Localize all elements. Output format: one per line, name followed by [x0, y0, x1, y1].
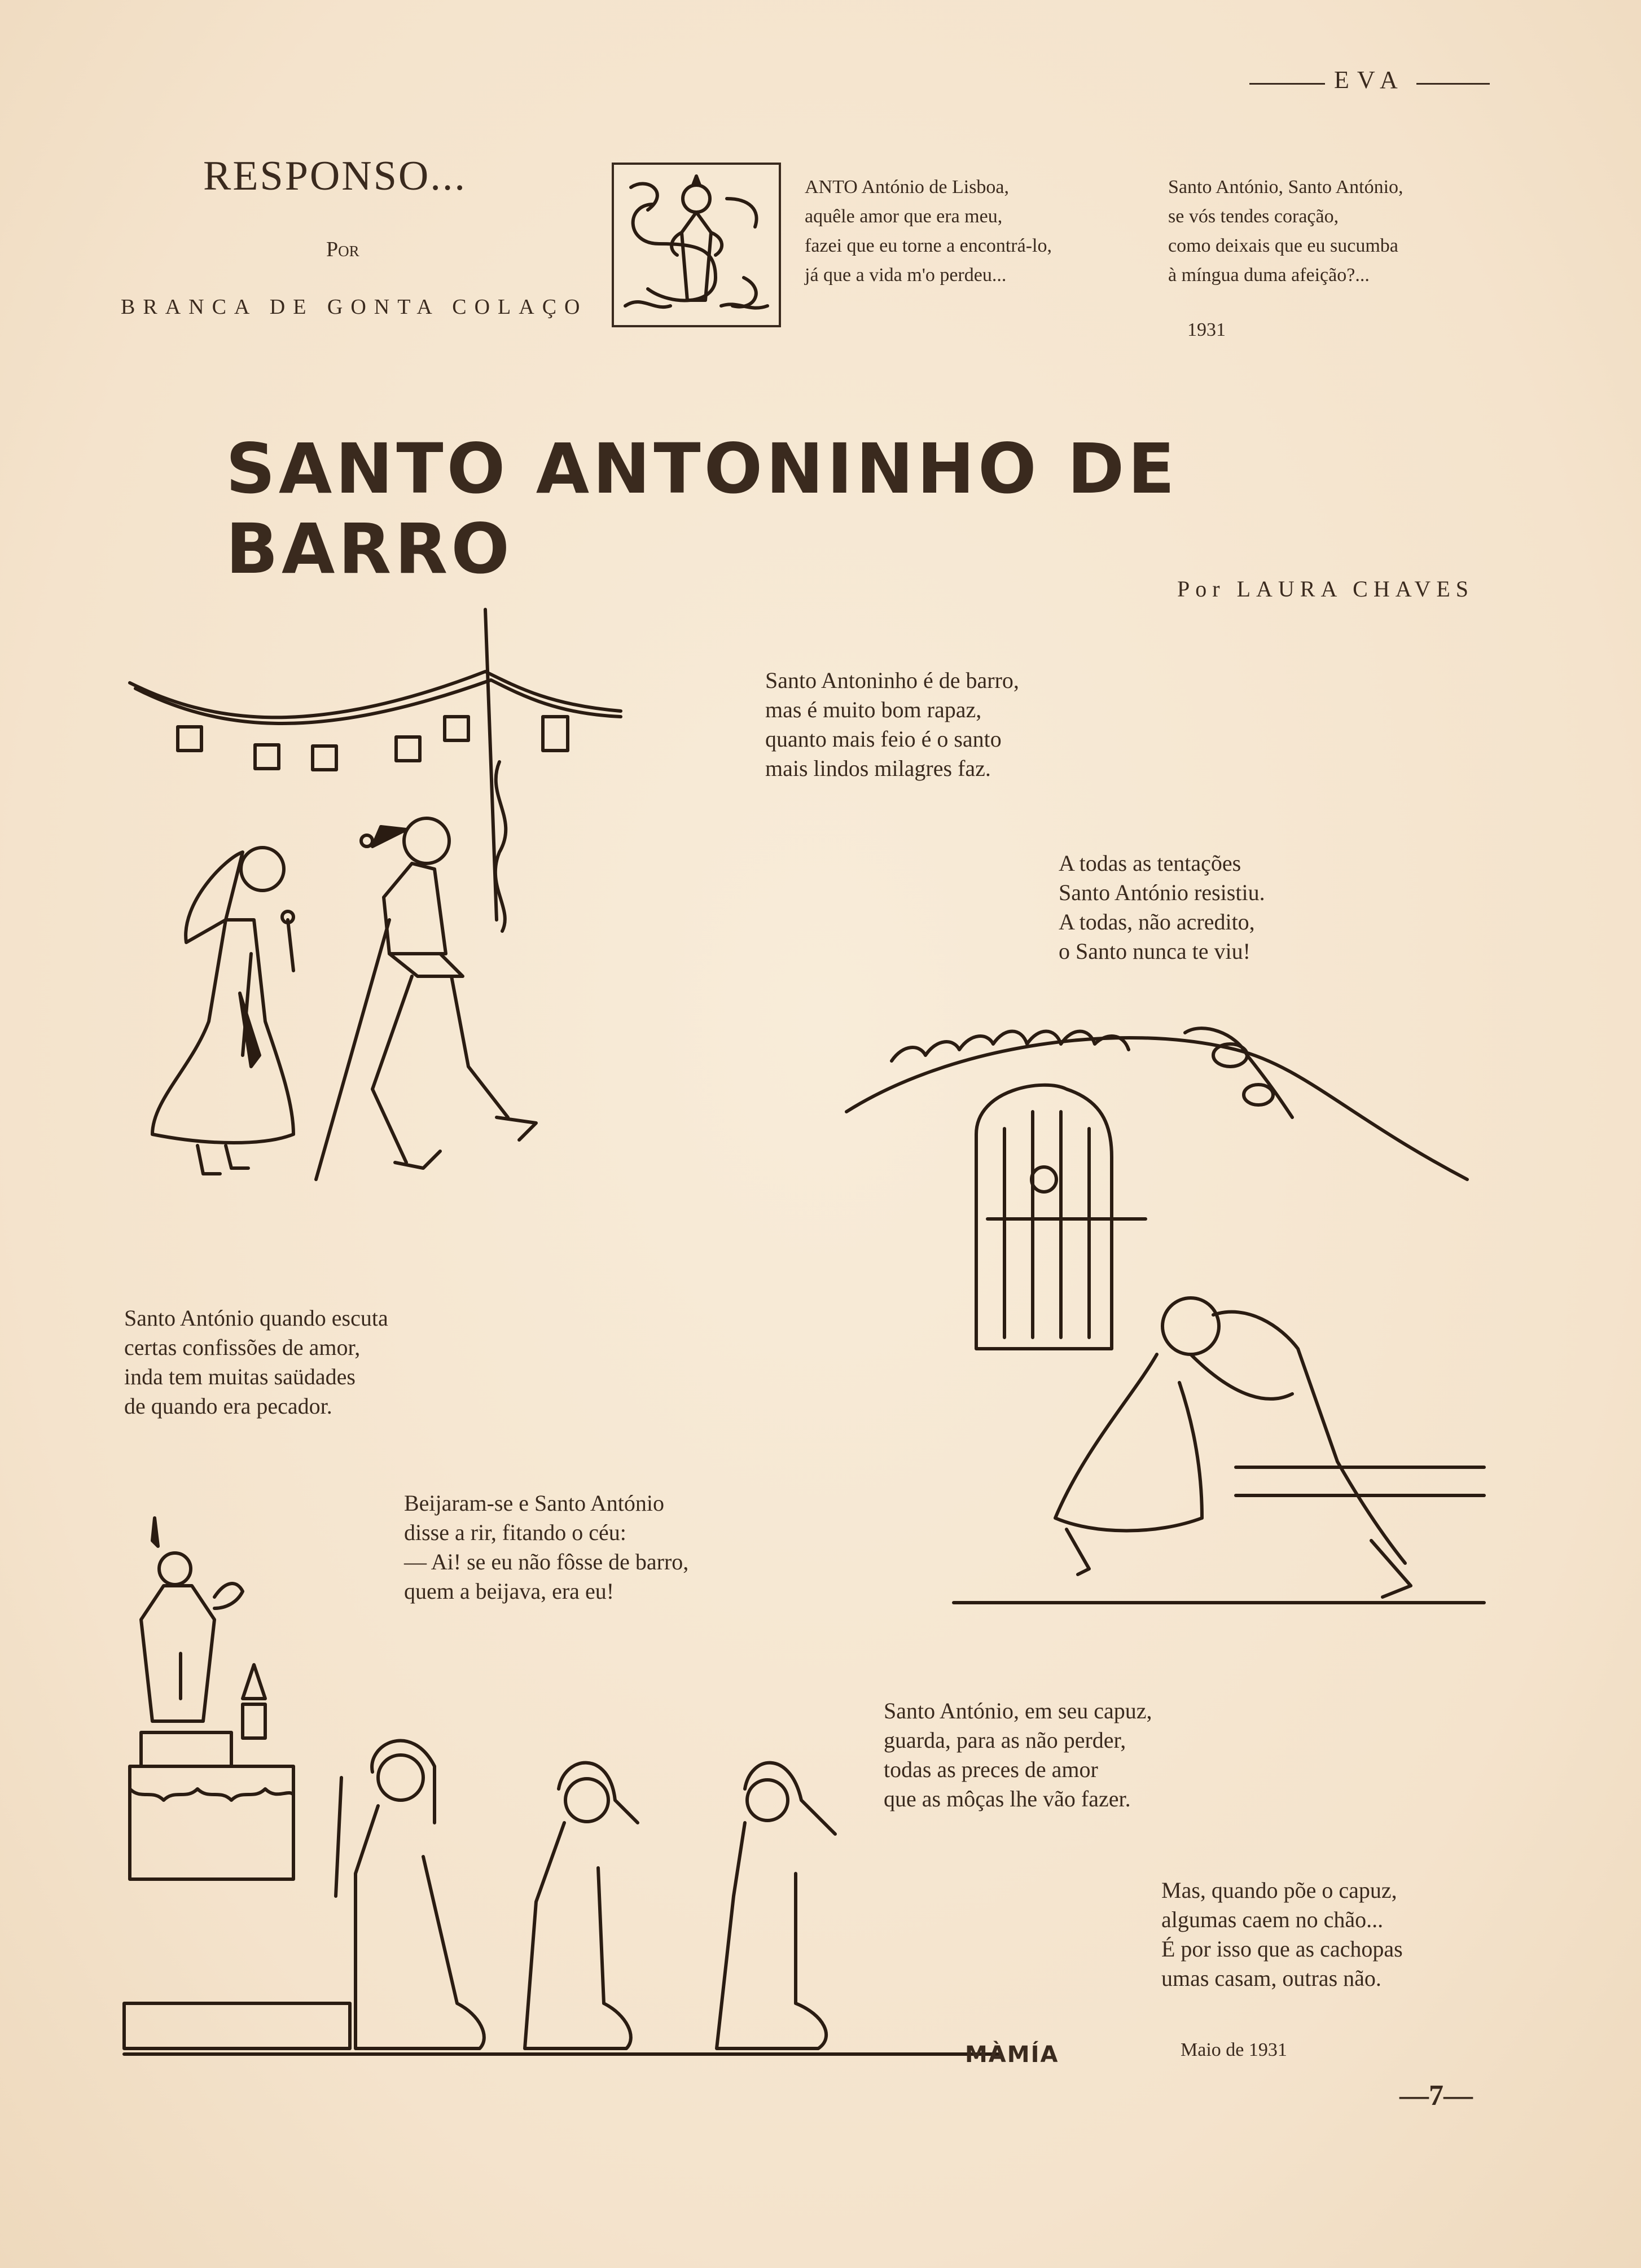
artist-signature: MÀMÍA — [965, 2042, 1059, 2068]
responso-por-label: Por — [326, 238, 359, 261]
article-byline: Por LAURA CHAVES — [1177, 576, 1474, 602]
article-verse-1: Santo Antoninho é de barro, mas é muito bom rapaz, quanto mais feio é o santo mais lindos milagres faz. — [765, 668, 1019, 781]
header-rule-right — [1416, 83, 1490, 85]
article-verse-6: Mas, quando põe o capuz, algumas caem no chão... É por isso que as cachopas umas casam, outras não. — [1161, 1877, 1403, 1991]
article-verse-3: Santo António quando escuta certas confissões de amor, inda tem muitas saüdades de quando era pecador. — [124, 1305, 388, 1419]
responso-author: BRANCA DE GONTA COLAÇO — [121, 295, 588, 319]
article-verse-4: Beijaram-se e Santo António disse a rir, fitando o céu: — Ai! se eu não fôsse de barro, quem a beijava, era eu! — [404, 1490, 689, 1604]
responso-title: RESPONSO... — [203, 153, 467, 199]
article-verse-2: A todas as tentações Santo António resistiu. A todas, não acredito, o Santo nunca te viu! — [1059, 850, 1265, 964]
illuminated-initial — [612, 163, 781, 327]
article-date: Maio de 1931 — [1181, 2039, 1287, 2060]
responso-stanza-2: Santo António, Santo António, se vós tendes coração, como deixais que eu sucumba à míngua duma afeição?... — [1168, 177, 1403, 286]
page-number: —7— — [1399, 2080, 1473, 2112]
article-verse-5: Santo António, em seu capuz, guarda, para as não perder, todas as preces de amor que as môças lhe vão fazer. — [884, 1698, 1152, 1811]
couple-under-garland-illustration — [124, 604, 632, 1202]
responso-year: 1931 — [1187, 319, 1226, 340]
illuminated-letter-s-icon — [614, 165, 779, 325]
responso-stanza-1: ANTO António de Lisboa, aquêle amor que era meu, fazei que eu torne a encontrá-lo, já que a vida m'o perdeu... — [805, 177, 1052, 286]
magazine-header: EVA — [1334, 66, 1406, 94]
header-rule-left — [1249, 83, 1325, 85]
article-title: SANTO ANTONINHO DE BARRO — [226, 429, 1178, 589]
